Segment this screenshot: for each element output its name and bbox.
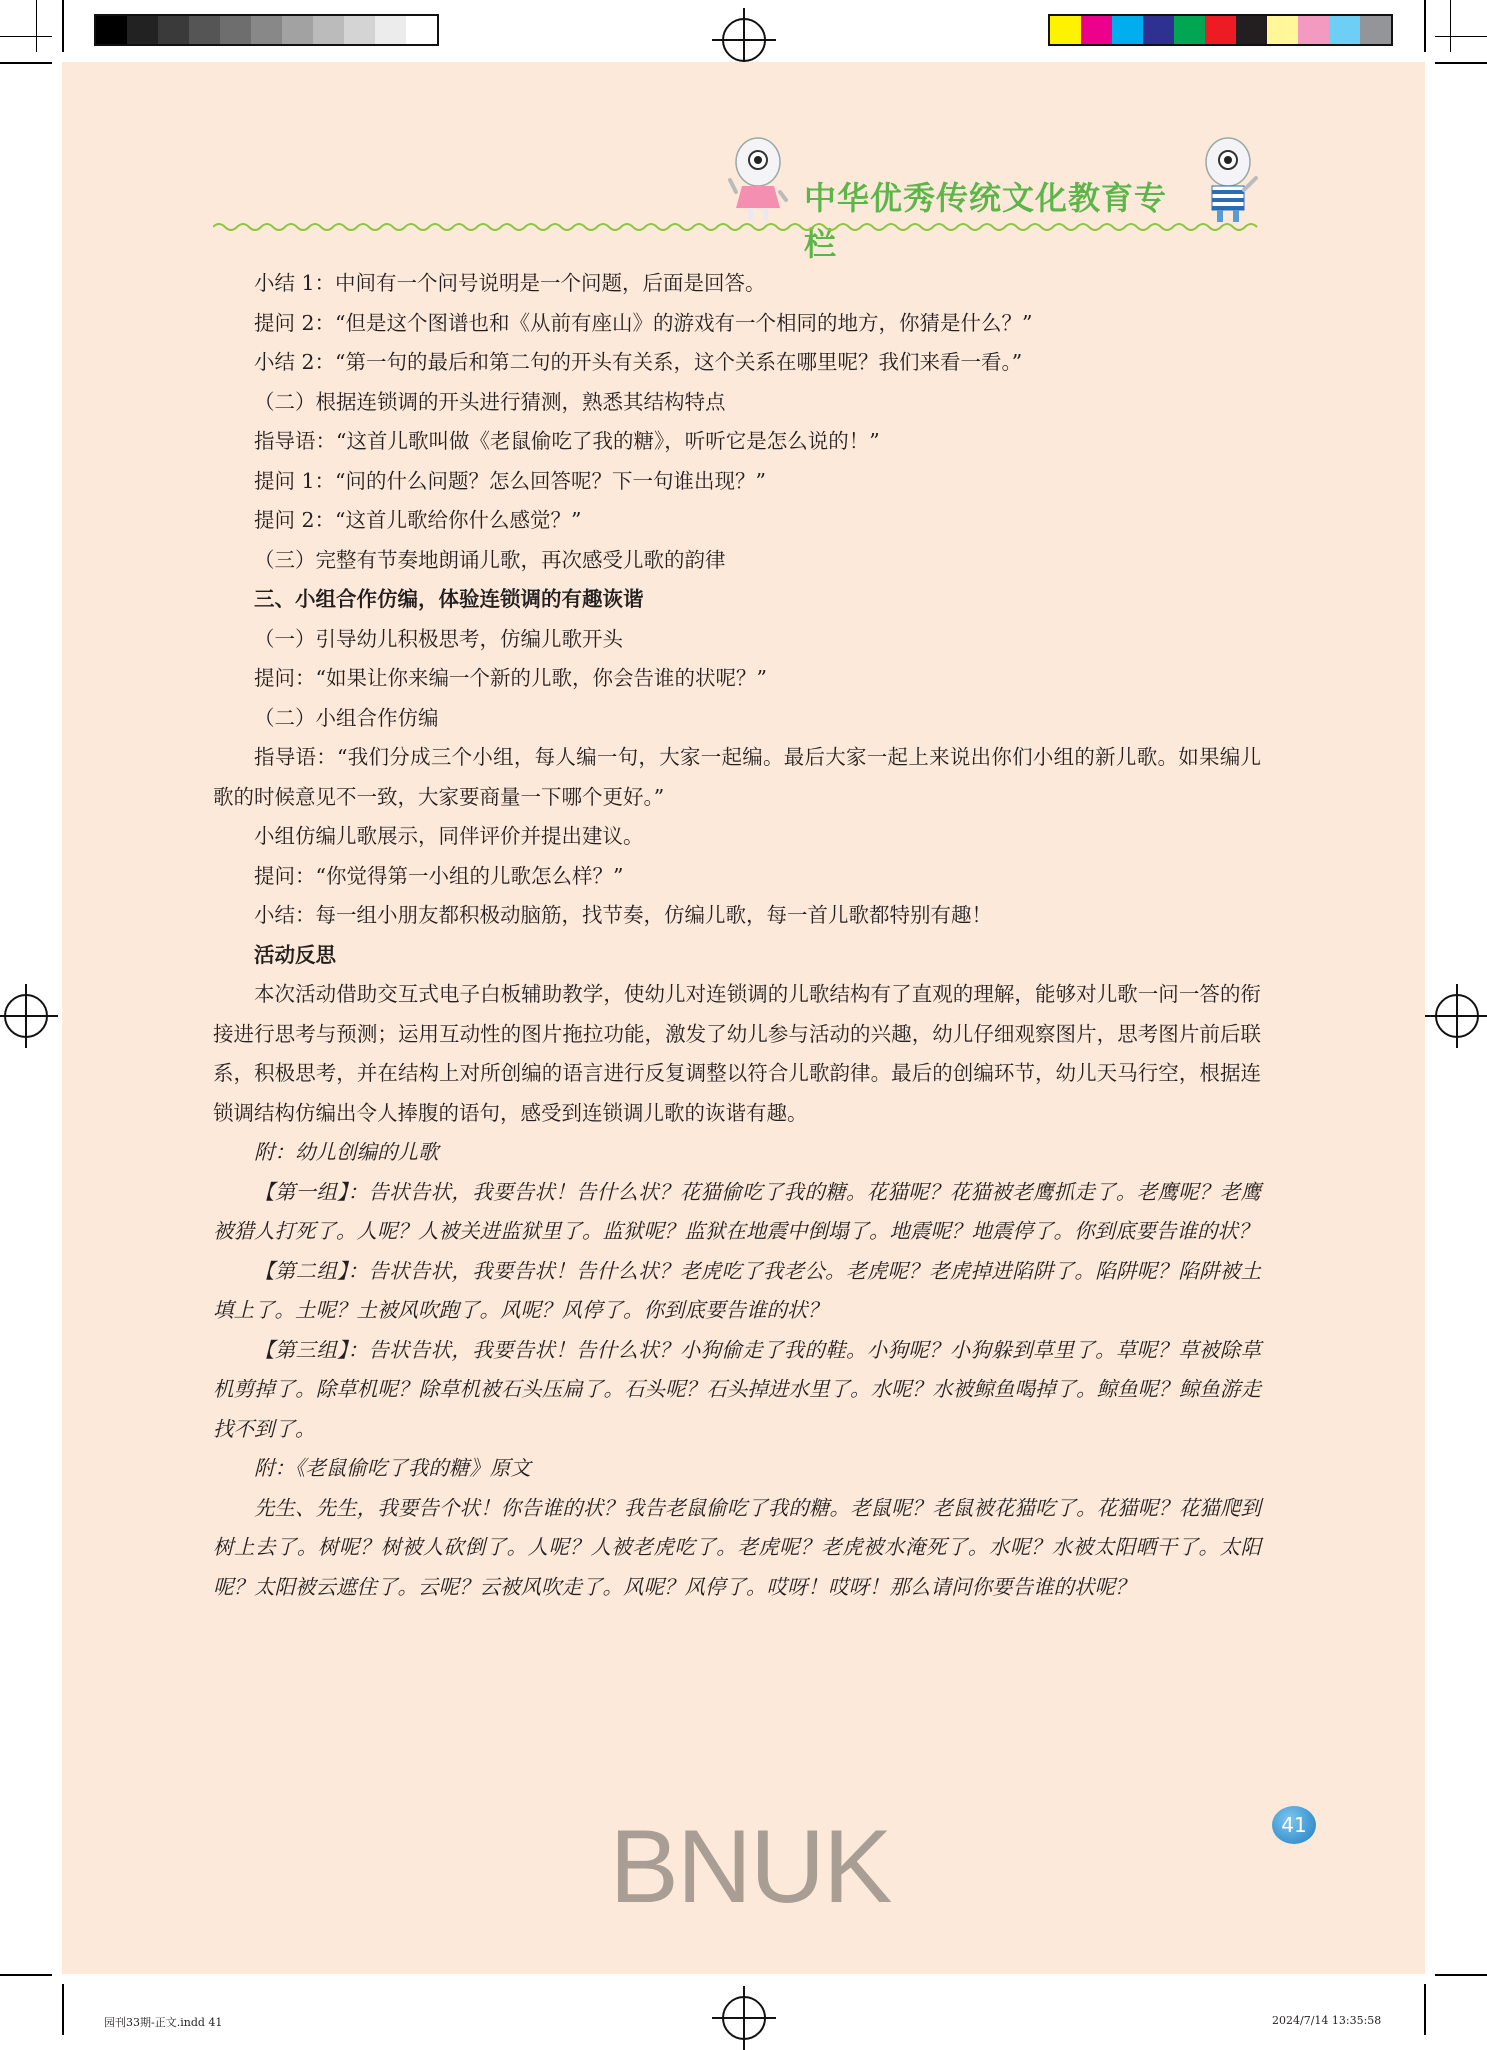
wavy-divider <box>213 220 1261 234</box>
paragraph: 提问 2：“这首儿歌给你什么感觉？” <box>254 508 582 532</box>
crop-mark <box>36 0 37 52</box>
article-body <box>213 264 1261 1607</box>
color-bar <box>1048 14 1393 46</box>
paragraph: 提问 1：“问的什么问题？怎么回答呢？下一句谁出现？” <box>254 468 767 493</box>
crop-mark <box>62 1984 64 2035</box>
subheading: （一）引导幼儿积极思考，仿编儿歌开头 <box>254 626 623 651</box>
paragraph: 指导语：“我们分成三个小组，每人编一句，大家一起编。最后大家一起上来说出你们小组的新儿歌。如果编儿歌的时候意见不一致，大家要商量一下哪个更好。” <box>213 745 1261 809</box>
paragraph: 小结 1：中间有一个问号说明是一个问题，后面是回答。 <box>254 271 766 295</box>
section-heading: 活动反思 <box>254 942 336 967</box>
file-slug: 园刊33期-正文.indd 41 <box>104 2016 223 2029</box>
crop-mark <box>1450 0 1451 52</box>
rhyme-group-2: 【第二组】：告状告状，我要告状！告什么状？老虎吃了我老公。老虎呢？老虎掉进陷阱了。陷阱呢？陷阱被土填上了。土呢？土被风吹跑了。风呢？风停了。你到底要告谁的状？ <box>213 1258 1261 1322</box>
crop-mark <box>0 1974 52 1976</box>
crop-mark <box>0 36 52 37</box>
paragraph: 提问 2：“但是这个图谱也和《从前有座山》的游戏有一个相同的地方，你猜是什么？” <box>254 310 1033 335</box>
paragraph: 小结 2：“第一句的最后和第二句的开头有关系，这个关系在哪里呢？我们来看一看。” <box>254 350 1023 374</box>
paragraph: 小组仿编儿歌展示，同伴评价并提出建议。 <box>254 824 644 848</box>
watermark: BNUK <box>609 1809 891 1925</box>
paragraph: 小结：每一组小朋友都积极动脑筋，找节奏，仿编儿歌，每一首儿歌都特别有趣！ <box>254 903 992 927</box>
crop-mark <box>1424 1984 1426 2035</box>
subheading: （二）小组合作仿编 <box>254 705 439 730</box>
registration-mark <box>712 1986 776 2050</box>
crop-mark <box>1424 0 1426 52</box>
rhyme-group-3: 【第三组】：告状告状，我要告状！告什么状？小狗偷走了我的鞋。小狗呢？小狗躲到草里了。草呢？草被除草机剪掉了。除草机呢？除草机被石头压扁了。石头呢？石头掉进水里了。水呢？水被鲸鱼喝掉了。鲸鱼呢？鲸鱼游走找不到了。 <box>213 1337 1261 1441</box>
appendix-heading: 附：幼儿创编的儿歌 <box>254 1140 439 1164</box>
registration-mark <box>1425 984 1487 1048</box>
subheading: （二）根据连锁调的开头进行猜测，熟悉其结构特点 <box>254 389 726 414</box>
section-heading: 三、小组合作仿编，体验连锁调的有趣诙谐 <box>254 587 644 611</box>
column-title: 中华优秀传统文化教育专栏 <box>804 179 1168 263</box>
page-number-badge: 41 <box>1272 1806 1316 1844</box>
paragraph: 提问：“你觉得第一小组的儿歌怎么样？” <box>254 863 624 888</box>
mascot-boy-icon <box>1196 134 1260 226</box>
timestamp-slug: 2024/7/14 13:35:58 <box>1272 2014 1382 2027</box>
mascot-girl-icon <box>728 134 788 224</box>
crop-mark <box>0 62 52 64</box>
crop-mark <box>1435 62 1487 64</box>
crop-mark <box>1435 1974 1487 1976</box>
grayscale-bar <box>94 14 439 46</box>
registration-mark <box>0 984 58 1048</box>
original-rhyme: 先生、先生，我要告个状！你告谁的状？我告老鼠偷吃了我的糖。老鼠呢？老鼠被花猫吃了。花猫呢？花猫爬到树上去了。树呢？树被人砍倒了。人呢？人被老虎吃了。老虎呢？老虎被水淹死了。水呢？水被太阳晒干了。太阳呢？太阳被云遮住了。云呢？云被风吹走了。风呢？风停了。哎呀！哎呀！那么请问你要告谁的状呢？ <box>213 1495 1261 1599</box>
rhyme-group-1: 【第一组】：告状告状，我要告状！告什么状？花猫偷吃了我的糖。花猫呢？花猫被老鹰抓走了。老鹰呢？老鹰被猎人打死了。人呢？人被关进监狱里了。监狱呢？监狱在地震中倒塌了。地震呢？地震停了。你到底要告谁的状？ <box>213 1179 1261 1243</box>
subheading: （三）完整有节奏地朗诵儿歌，再次感受儿歌的韵律 <box>254 547 726 572</box>
paragraph: 指导语：“这首儿歌叫做《老鼠偷吃了我的糖》，听听它是怎么说的！” <box>254 429 880 453</box>
appendix-heading: 附：《老鼠偷吃了我的糖》原文 <box>254 1456 531 1480</box>
crop-mark <box>1435 36 1487 37</box>
paragraph: 提问：“如果让你来编一个新的儿歌，你会告谁的状呢？” <box>254 666 767 690</box>
paragraph: 本次活动借助交互式电子白板辅助教学，使幼儿对连锁调的儿歌结构有了直观的理解，能够对儿歌一问一答的衔接进行思考与预测；运用互动性的图片拖拉功能，激发了幼儿参与活动的兴趣，幼儿仔细观察图片，思考图片前后联系，积极思考，并在结构上对所创编的语言进行反复调整以符合儿歌韵律。最后的创编环节，幼儿天马行空，根据连锁调结构仿编出令人捧腹的语句，感受到连锁调儿歌的诙谐有趣。 <box>213 982 1261 1125</box>
crop-mark <box>62 0 64 52</box>
